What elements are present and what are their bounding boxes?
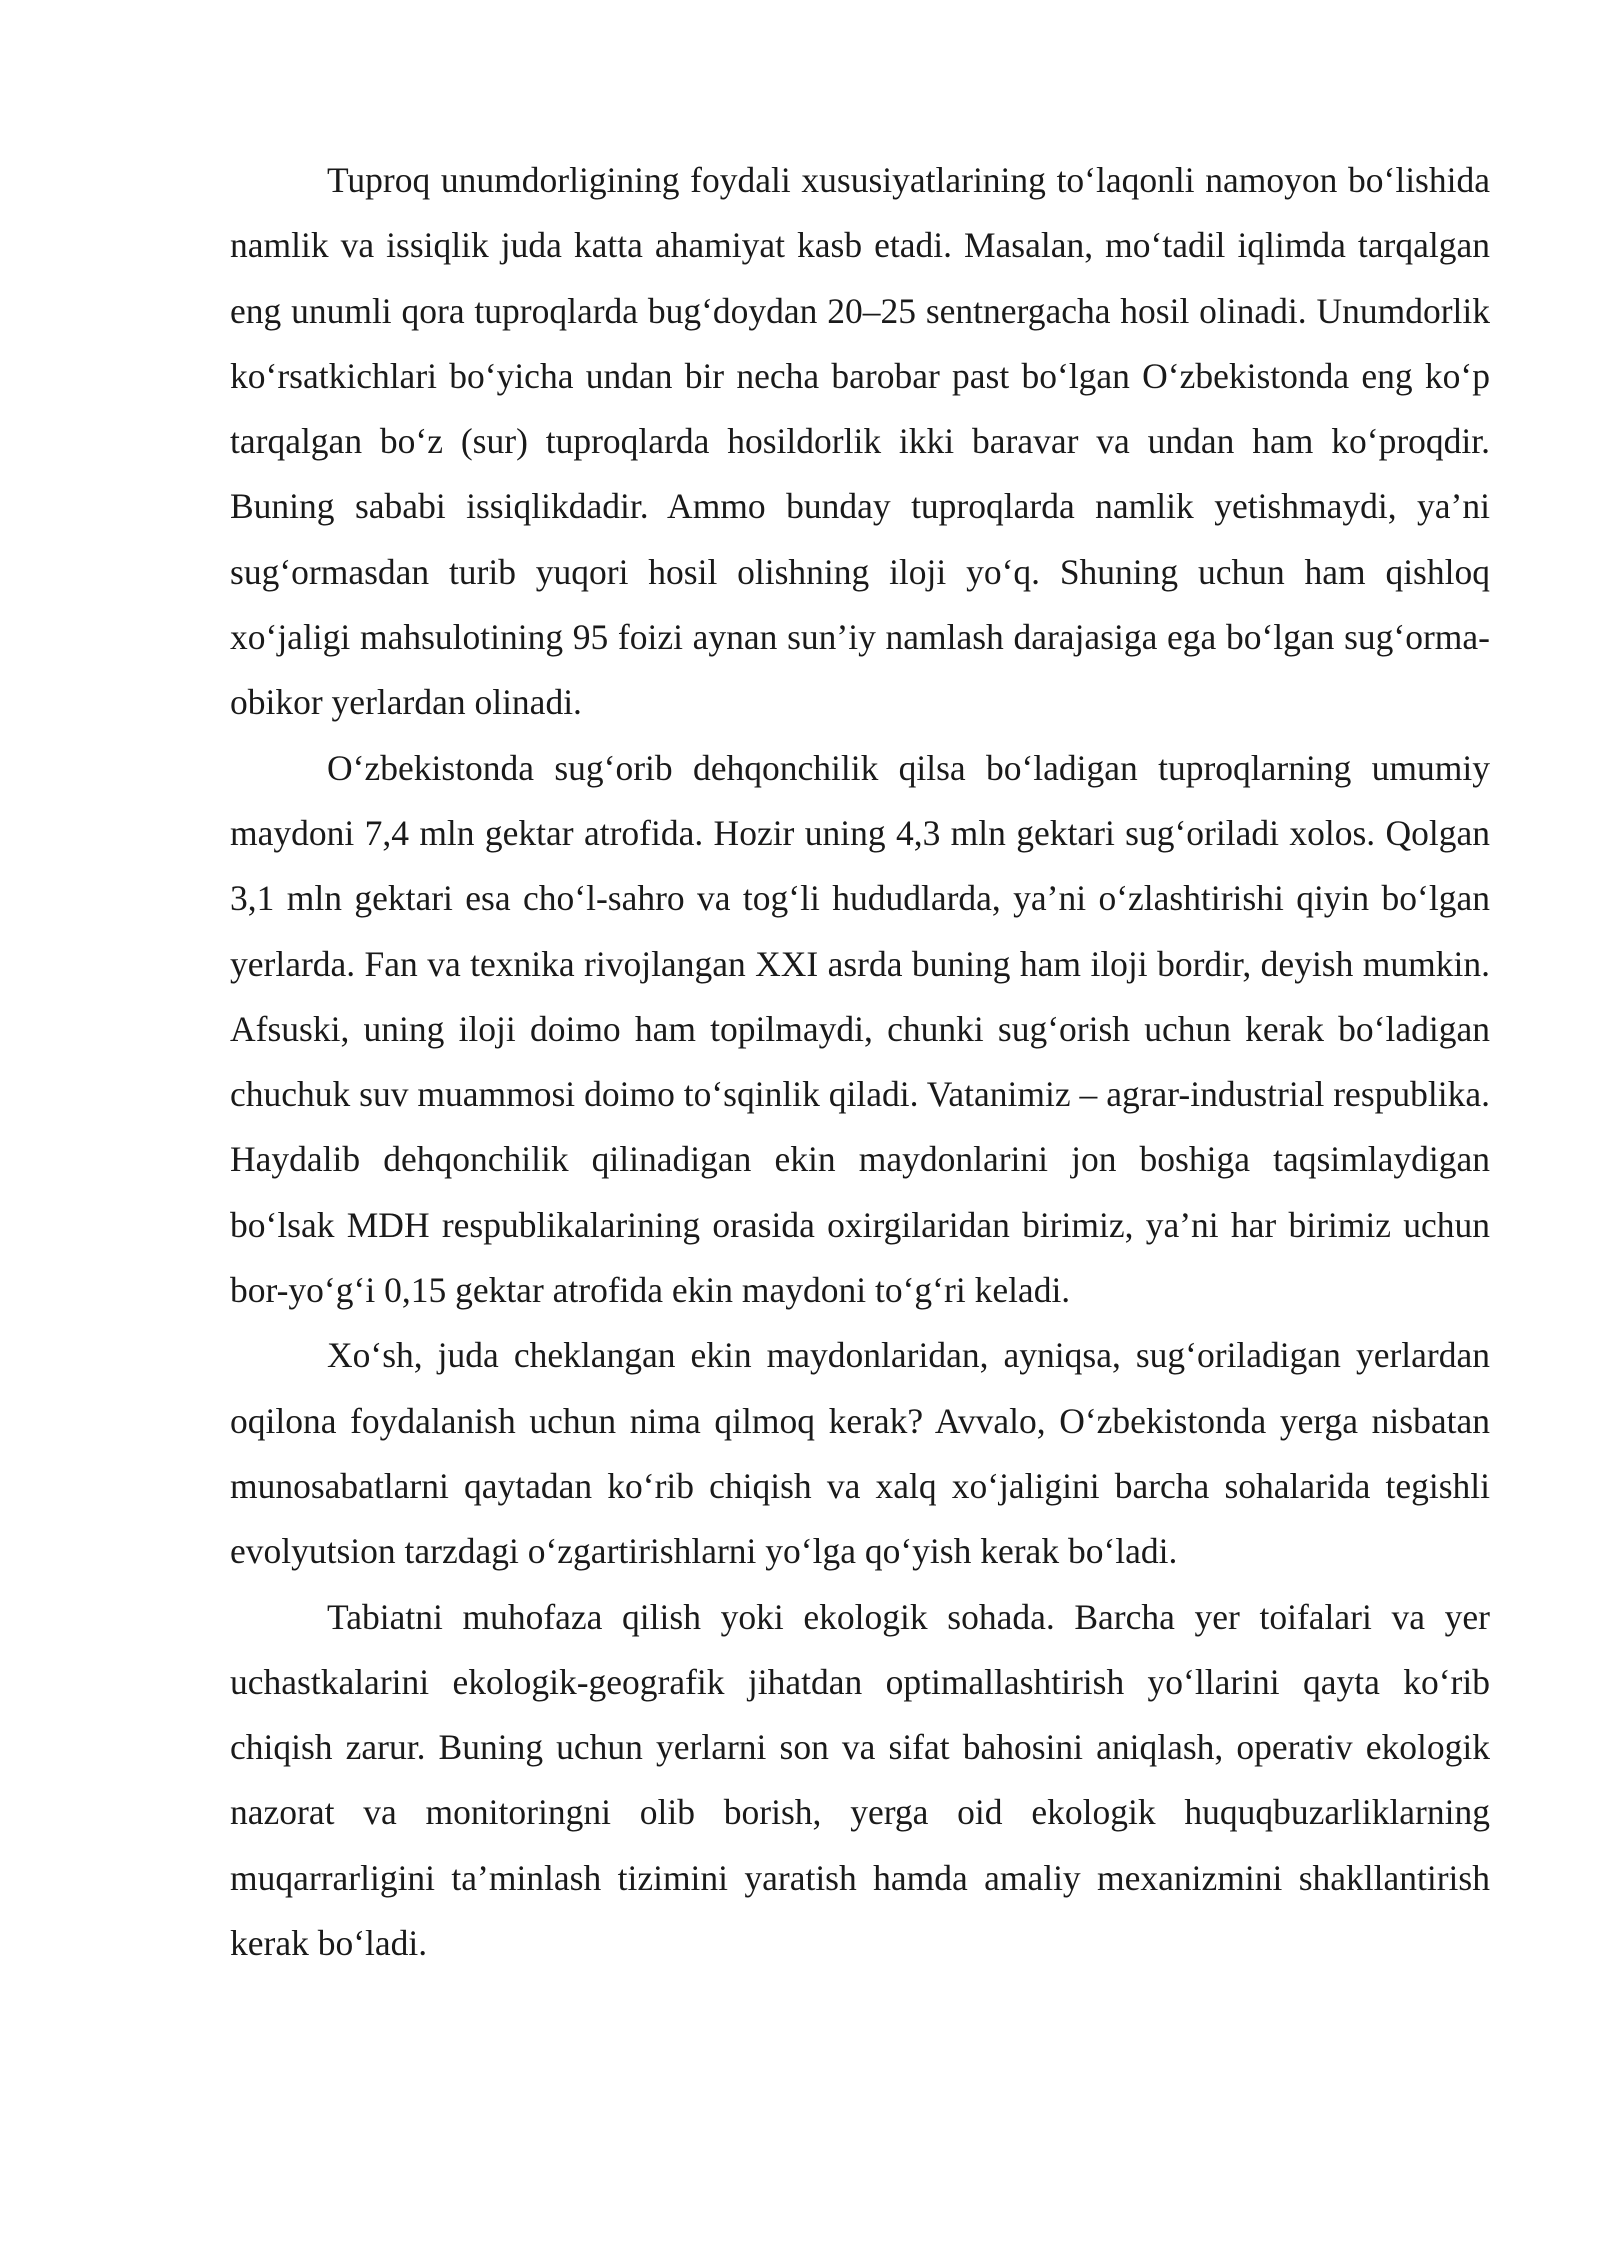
paragraph-1: Tuproq unumdorligining foydali xususiyatlarining to‘laqonli namoyon bo‘lishida namlik va issiqlik juda katta ahamiyat kasb etadi. Masalan, mo‘tadil iqlimda tarqalgan eng unumli qora tuproqlarda bug‘doydan 20–25 sentnergacha hosil olinadi. Unumdorlik ko‘rsatkichlari bo‘yicha undan bir necha barobar past bo‘lgan O‘zbekistonda eng ko‘p tarqalgan bo‘z (sur) tuproqlarda hosildorlik ikki baravar va undan ham ko‘proqdir. Buning sababi issiqlikdadir. Ammo bunday tuproqlarda namlik yetishmaydi, ya’ni sug‘ormasdan turib yuqori hosil olishning iloji yo‘q. Shuning uchun ham qishloq xo‘jaligi mahsulotining 95 foizi aynan sun’iy namlash darajasiga ega bo‘lgan sug‘orma-obikor yerlardan olinadi. [230, 160, 1490, 723]
document-page [230, 148, 1490, 1976]
paragraph-2: O‘zbekistonda sug‘orib dehqonchilik qilsa bo‘ladigan tuproqlarning umumiy maydoni 7,4 mln gektar atrofida. Hozir uning 4,3 mln gektari sug‘oriladi xolos. Qolgan 3,1 mln gektari esa cho‘l-sahro va tog‘li hududlarda, ya’ni o‘zlashtirishi qiyin bo‘lgan yerlarda. Fan va texnika rivojlangan XXI asrda buning ham iloji bordir, deyish mumkin. Afsuski, uning iloji doimo ham topilmaydi, chunki sug‘orish uchun kerak bo‘ladigan chuchuk suv muammosi doimo to‘sqinlik qiladi. Vatanimiz – agrar-industrial respublika. Haydalib dehqonchilik qilinadigan ekin maydonlarini jon boshiga taqsimlaydigan bo‘lsak MDH respublikalarining orasida oxirgilaridan birimiz, ya’ni har birimiz uchun bor-yo‘g‘i 0,15 gektar atrofida ekin maydoni to‘g‘ri keladi. [230, 747, 1490, 1311]
paragraph-3: Xo‘sh, juda cheklangan ekin maydonlaridan, ayniqsa, sug‘oriladigan yerlardan oqilona foydalanish uchun nima qilmoq kerak? Avvalo, O‘zbekistonda yerga nisbatan munosabatlarni qaytadan ko‘rib chiqish va xalq xo‘jaligini barcha sohalarida tegishli evolyutsion tarzdagi o‘zgartirishlarni yo‘lga qo‘yish kerak bo‘ladi. [230, 1335, 1490, 1572]
paragraph-4: Tabiatni muhofaza qilish yoki ekologik sohada. Barcha yer toifalari va yer uchastkalarini ekologik-geografik jihatdan optimallashtirish yo‘llarini qayta ko‘rib chiqish zarur. Buning uchun yerlarni son va sifat bahosini aniqlash, operativ ekologik nazorat va monitoringni olib borish, yerga oid ekologik huquqbuzarliklarning muqarrarligini ta’minlash tizimini yaratish hamda amaliy mexanizmini shakllantirish kerak bo‘ladi. [230, 1596, 1490, 1964]
